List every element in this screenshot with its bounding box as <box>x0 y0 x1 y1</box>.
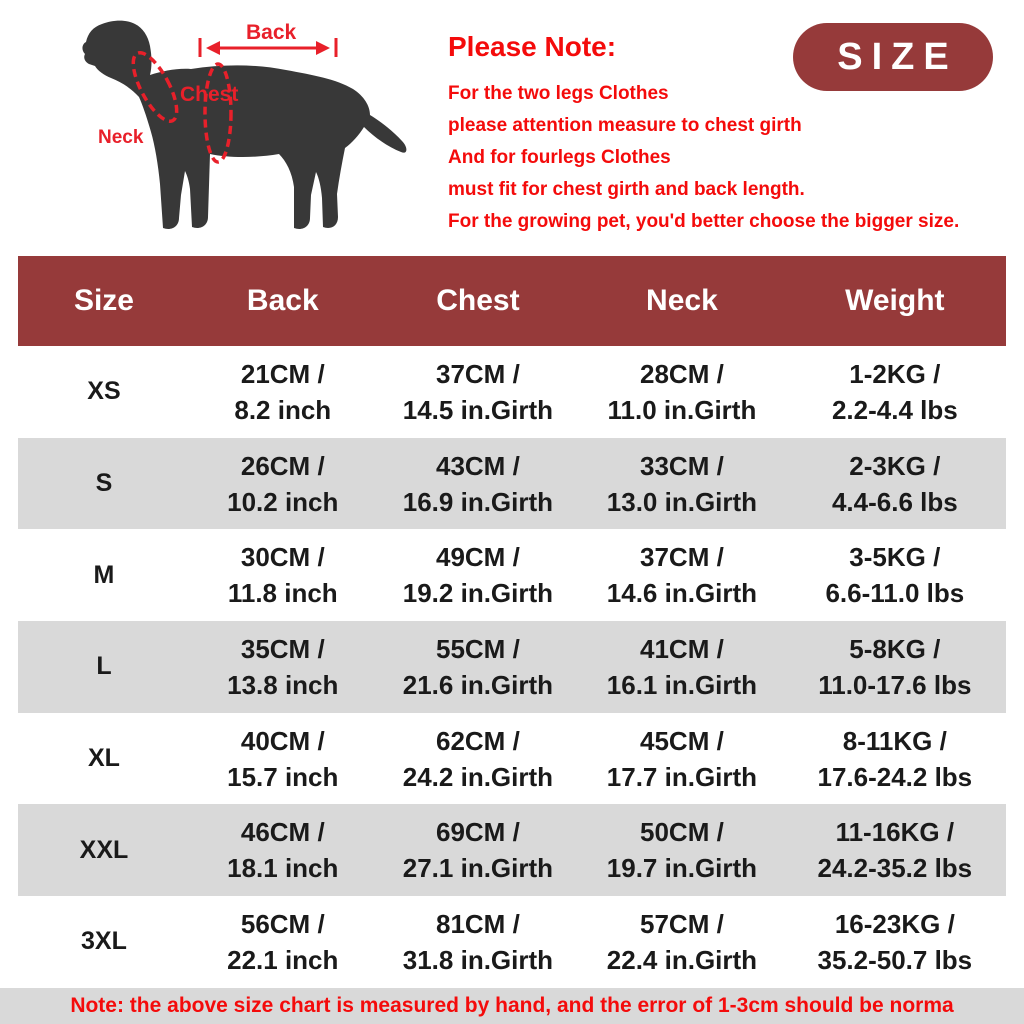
weight-lbs: 11.0-17.6 lbs <box>818 669 972 700</box>
size-cell: 3XL <box>81 927 127 956</box>
neck-inch: 16.1 in.Girth <box>606 669 758 700</box>
chest-cell <box>376 723 581 795</box>
table-row-xs <box>18 346 1006 438</box>
chest-inch: 14.5 in.Girth <box>402 394 554 425</box>
neck-cm: 33CM / <box>640 450 724 481</box>
chest-cm: 69CM / <box>435 817 520 848</box>
weight-lbs: 6.6-11.0 lbs <box>825 578 965 609</box>
neck-cm: 45CM / <box>640 725 724 756</box>
back-cm: 26CM / <box>240 450 325 481</box>
weight-kg: 16-23KG / <box>834 908 955 939</box>
back-inch: 15.7 inch <box>227 761 339 792</box>
back-cell <box>190 906 376 978</box>
size-cell: XS <box>87 377 121 406</box>
size-badge: SIZE <box>793 23 993 91</box>
table-row-s <box>18 438 1006 530</box>
chest-cm: 81CM / <box>435 908 520 939</box>
table-row-xxl <box>18 804 1006 896</box>
chest-cell <box>376 539 581 611</box>
table-header-row <box>18 256 1006 346</box>
weight-cell <box>784 723 1006 795</box>
size-cell: XXL <box>79 835 129 864</box>
neck-label: Neck <box>98 127 144 148</box>
back-cell <box>190 723 376 795</box>
neck-inch: 17.7 in.Girth <box>606 761 758 792</box>
header-back: Back <box>246 284 319 317</box>
note-line: please attention measure to chest girth <box>448 115 802 136</box>
weight-kg: 2-3KG / <box>849 450 941 481</box>
size-cell: L <box>96 652 112 681</box>
neck-inch: 11.0 in.Girth <box>607 394 757 425</box>
size-table <box>18 256 1006 988</box>
dog-measurement-diagram <box>60 15 440 250</box>
back-cell <box>190 631 376 703</box>
back-cm: 21CM / <box>240 358 325 389</box>
size-cell: XL <box>87 744 120 773</box>
neck-cm: 50CM / <box>640 817 724 848</box>
back-inch: 11.8 inch <box>227 578 338 609</box>
chest-cell <box>376 631 581 703</box>
back-cell <box>190 814 376 886</box>
chest-cm: 49CM / <box>435 542 520 573</box>
neck-cell <box>580 356 784 428</box>
back-cm: 46CM / <box>240 817 325 848</box>
table-row-l <box>18 621 1006 713</box>
neck-cm: 41CM / <box>640 633 724 664</box>
chest-cell <box>376 906 581 978</box>
weight-lbs: 2.2-4.4 lbs <box>831 394 958 425</box>
table-row-3xl <box>18 896 1006 988</box>
size-cell: M <box>93 560 115 589</box>
footer-note-bar <box>0 988 1024 1024</box>
please-note-title: Please Note: <box>448 31 617 62</box>
back-inch: 18.1 inch <box>227 853 339 884</box>
back-cm: 30CM / <box>240 542 325 573</box>
note-line: For the growing pet, you'd better choose the bigger size. <box>448 211 960 232</box>
header-weight: Weight <box>845 284 945 317</box>
back-inch: 8.2 inch <box>234 394 332 425</box>
back-inch: 22.1 inch <box>227 944 339 975</box>
table-row-xl <box>18 713 1006 805</box>
chest-inch: 21.6 in.Girth <box>402 669 554 700</box>
weight-lbs: 4.4-6.6 lbs <box>831 486 958 517</box>
weight-cell <box>784 356 1006 428</box>
chest-cell <box>376 814 581 886</box>
chest-inch: 27.1 in.Girth <box>402 853 554 884</box>
weight-kg: 1-2KG / <box>849 358 941 389</box>
neck-cell <box>580 539 784 611</box>
note-line: must fit for chest girth and back length. <box>448 179 805 200</box>
weight-lbs: 24.2-35.2 lbs <box>817 853 973 884</box>
back-cell <box>190 539 376 611</box>
weight-cell <box>784 539 1006 611</box>
neck-inch: 13.0 in.Girth <box>606 486 758 517</box>
chest-cm: 43CM / <box>435 450 520 481</box>
footer-note: Note: the above size chart is measured by hand, and the error of 1-3cm should be norma <box>70 994 954 1017</box>
header-neck: Neck <box>646 284 718 317</box>
weight-cell <box>784 814 1006 886</box>
back-cm: 40CM / <box>240 725 325 756</box>
back-cell <box>190 448 376 520</box>
neck-cell <box>580 906 784 978</box>
chest-cm: 55CM / <box>435 633 520 664</box>
dog-body-shape <box>82 21 406 229</box>
chest-inch: 19.2 in.Girth <box>402 578 554 609</box>
neck-cell <box>580 723 784 795</box>
weight-kg: 5-8KG / <box>849 633 941 664</box>
chest-label: Chest <box>180 83 239 106</box>
back-cell <box>190 356 376 428</box>
header-chest: Chest <box>436 284 520 317</box>
weight-cell <box>784 906 1006 978</box>
chest-inch: 16.9 in.Girth <box>402 486 554 517</box>
size-cell: S <box>95 469 113 498</box>
chest-cell <box>376 356 581 428</box>
neck-inch: 22.4 in.Girth <box>606 944 758 975</box>
weight-lbs: 17.6-24.2 lbs <box>817 761 973 792</box>
back-inch: 10.2 inch <box>227 486 339 517</box>
neck-cm: 57CM / <box>640 908 724 939</box>
neck-cell <box>580 448 784 520</box>
weight-lbs: 35.2-50.7 lbs <box>817 944 973 975</box>
neck-inch: 14.6 in.Girth <box>606 578 758 609</box>
neck-cell <box>580 814 784 886</box>
back-cm: 35CM / <box>240 633 325 664</box>
back-inch: 13.8 inch <box>227 669 339 700</box>
note-line: For the two legs Clothes <box>448 83 669 104</box>
table-row-m <box>18 529 1006 621</box>
back-label: Back <box>246 21 297 44</box>
note-line: And for fourlegs Clothes <box>448 147 671 168</box>
neck-cell <box>580 631 784 703</box>
chest-cm: 62CM / <box>435 725 520 756</box>
back-cm: 56CM / <box>240 908 325 939</box>
weight-kg: 8-11KG / <box>842 725 947 756</box>
neck-cm: 37CM / <box>640 542 724 573</box>
chest-cm: 37CM / <box>435 358 520 389</box>
chest-inch: 31.8 in.Girth <box>402 944 554 975</box>
chest-cell <box>376 448 581 520</box>
header-size: Size <box>73 284 134 317</box>
neck-cm: 28CM / <box>640 358 724 389</box>
neck-inch: 19.7 in.Girth <box>606 853 758 884</box>
chest-inch: 24.2 in.Girth <box>402 761 554 792</box>
weight-kg: 11-16KG / <box>835 817 955 848</box>
weight-cell <box>784 631 1006 703</box>
weight-cell <box>784 448 1006 520</box>
weight-kg: 3-5KG / <box>849 542 941 573</box>
